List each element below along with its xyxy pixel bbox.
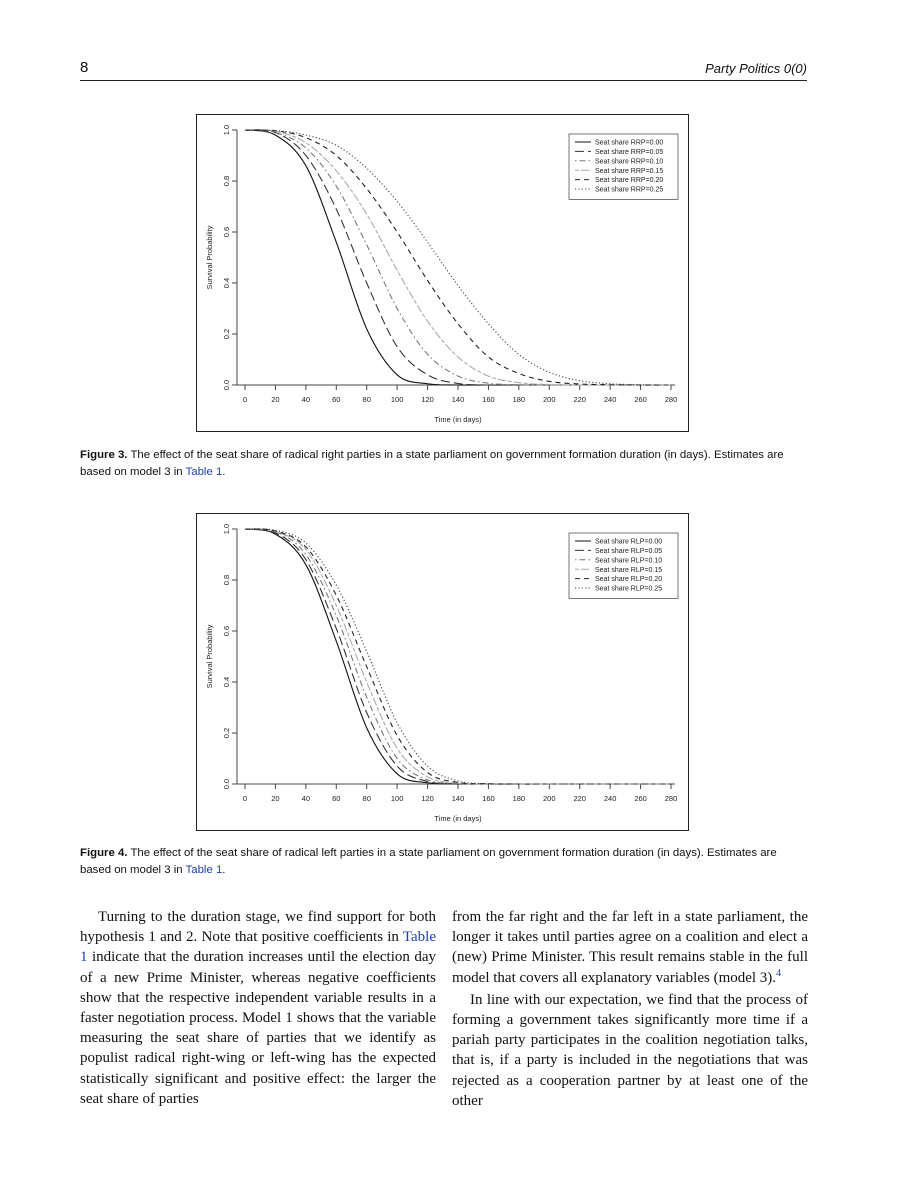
y-tick-label: 0.6 bbox=[222, 625, 231, 637]
y-tick-label: 0.8 bbox=[222, 574, 231, 586]
x-tick-label: 160 bbox=[482, 794, 495, 803]
x-tick-label: 100 bbox=[390, 395, 404, 404]
figure-3-caption-text: The effect of the seat share of radical right parties in a state parliament on government formation duration (in days). Estimates are based on model 3 in bbox=[80, 449, 784, 478]
x-tick-label: 240 bbox=[603, 395, 617, 404]
x-tick-label: 260 bbox=[634, 395, 647, 404]
legend-label: Seat share RRP=0.20 bbox=[595, 177, 664, 185]
x-tick-label: 0 bbox=[242, 395, 248, 404]
x-tick-label: 20 bbox=[271, 794, 280, 803]
x-tick-label: 80 bbox=[362, 794, 371, 803]
body-column-right bbox=[452, 907, 808, 1111]
legend-label: Seat share RLP=0.10 bbox=[595, 557, 663, 565]
legend-label: Seat share RRP=0.05 bbox=[595, 149, 664, 156]
x-tick-label: 180 bbox=[512, 794, 526, 803]
x-tick-label: 280 bbox=[664, 794, 678, 803]
y-axis-label: Survival Probability bbox=[205, 624, 214, 689]
table-1-link[interactable]: Table 1 bbox=[80, 929, 436, 966]
legend-label: Seat share RLP=0.25 bbox=[595, 585, 663, 593]
x-tick-label: 180 bbox=[512, 395, 526, 404]
figure-3-caption bbox=[80, 447, 808, 481]
legend-label: Seat share RRP=0.25 bbox=[595, 186, 664, 194]
x-tick-label: 40 bbox=[301, 395, 311, 404]
legend-label: Seat share RLP=0.05 bbox=[595, 548, 663, 555]
x-tick-label: 220 bbox=[573, 794, 586, 803]
x-tick-label: 240 bbox=[603, 794, 617, 803]
legend-label: Seat share RLP=0.00 bbox=[595, 538, 663, 546]
body-text: from the far right and the far left in a state parliament, the longer it takes until parties agree on a coalition and elect a (new) Prime Minister. This result remains stable in the full model that covers all explanatory variables (model 3). bbox=[452, 909, 808, 986]
body-column-left bbox=[80, 907, 436, 1109]
x-tick-label: 280 bbox=[664, 395, 678, 404]
x-tick-label: 260 bbox=[634, 794, 647, 803]
x-tick-label: 120 bbox=[421, 794, 434, 803]
legend-label: Seat share RLP=0.20 bbox=[595, 576, 663, 584]
x-tick-label: 140 bbox=[451, 395, 465, 404]
x-tick-label: 20 bbox=[271, 395, 280, 404]
y-tick-label: 0.6 bbox=[222, 226, 231, 238]
table-1-link[interactable]: Table 1 bbox=[185, 466, 223, 478]
x-tick-label: 220 bbox=[573, 395, 586, 404]
page-number: 8 bbox=[80, 59, 89, 76]
running-header-journal: Party Politics 0(0) bbox=[705, 61, 807, 76]
y-tick-label: 0.4 bbox=[222, 277, 231, 289]
y-axis-label: Survival Probability bbox=[205, 225, 214, 290]
body-text: Turning to the duration stage, we find support for both hypothesis 1 and 2. Note that positive coefficients in bbox=[80, 909, 436, 946]
x-tick-label: 200 bbox=[543, 395, 556, 404]
figure-3-chart bbox=[197, 115, 687, 430]
figure-4-label: Figure 4. bbox=[80, 847, 128, 859]
x-tick-label: 160 bbox=[482, 395, 495, 404]
figure-4 bbox=[196, 513, 689, 831]
y-tick-label: 1.0 bbox=[222, 124, 231, 136]
x-axis-label: Time (in days) bbox=[434, 814, 482, 823]
x-tick-label: 100 bbox=[390, 794, 404, 803]
footnote-marker[interactable]: 4 bbox=[776, 967, 782, 979]
x-tick-label: 60 bbox=[332, 794, 341, 803]
legend-label: Seat share RRP=0.15 bbox=[595, 167, 664, 175]
x-tick-label: 40 bbox=[301, 794, 311, 803]
x-tick-label: 80 bbox=[362, 395, 371, 404]
x-tick-label: 60 bbox=[332, 395, 341, 404]
y-tick-label: 0.4 bbox=[222, 676, 231, 688]
figure-4-caption-text: The effect of the seat share of radical left parties in a state parliament on government formation duration (in days). Estimates are based on model 3 in bbox=[80, 847, 777, 876]
figure-4-caption-end: . bbox=[222, 864, 226, 876]
body-paragraph bbox=[80, 907, 436, 1109]
body-paragraph bbox=[452, 990, 808, 1111]
legend-label: Seat share RLP=0.15 bbox=[595, 566, 663, 574]
y-tick-label: 0.8 bbox=[222, 175, 231, 187]
x-tick-label: 200 bbox=[543, 794, 556, 803]
y-tick-label: 0.0 bbox=[222, 778, 231, 790]
body-text: In line with our expectation, we find that the process of forming a government takes significantly more time if a pariah party participates in the coalition negotiation talks, that is, if a party is included in the negotiations that was rejected as a cooperation partner by at least one of the other bbox=[452, 991, 808, 1109]
y-tick-label: 0.0 bbox=[222, 379, 231, 391]
figure-3-label: Figure 3. bbox=[80, 449, 128, 461]
legend-label: Seat share RRP=0.10 bbox=[595, 158, 664, 166]
y-tick-label: 0.2 bbox=[222, 727, 231, 739]
body-text: indicate that the duration increases until the election day of a new Prime Minister, whereas negative coefficients show that the respective independent variable results in a faster negotiation process. Model 1 shows that the variable measuring the seat share of parties that we identify as populist radical right-wing or left-wing has the expected statistically significant and positive effect: the larger the seat share of parties bbox=[80, 949, 436, 1107]
figure-4-caption bbox=[80, 845, 808, 879]
y-tick-label: 1.0 bbox=[222, 523, 231, 535]
figure-3-caption-end: . bbox=[222, 466, 226, 478]
table-1-link[interactable]: Table 1 bbox=[185, 864, 223, 876]
figure-4-chart bbox=[197, 514, 687, 829]
legend-label: Seat share RRP=0.00 bbox=[595, 139, 664, 147]
x-axis-label: Time (in days) bbox=[434, 415, 482, 424]
x-tick-label: 0 bbox=[242, 794, 248, 803]
figure-3 bbox=[196, 114, 689, 432]
body-paragraph bbox=[452, 907, 808, 988]
header-rule bbox=[80, 80, 807, 81]
x-tick-label: 140 bbox=[451, 794, 465, 803]
y-tick-label: 0.2 bbox=[222, 328, 231, 340]
x-tick-label: 120 bbox=[421, 395, 434, 404]
